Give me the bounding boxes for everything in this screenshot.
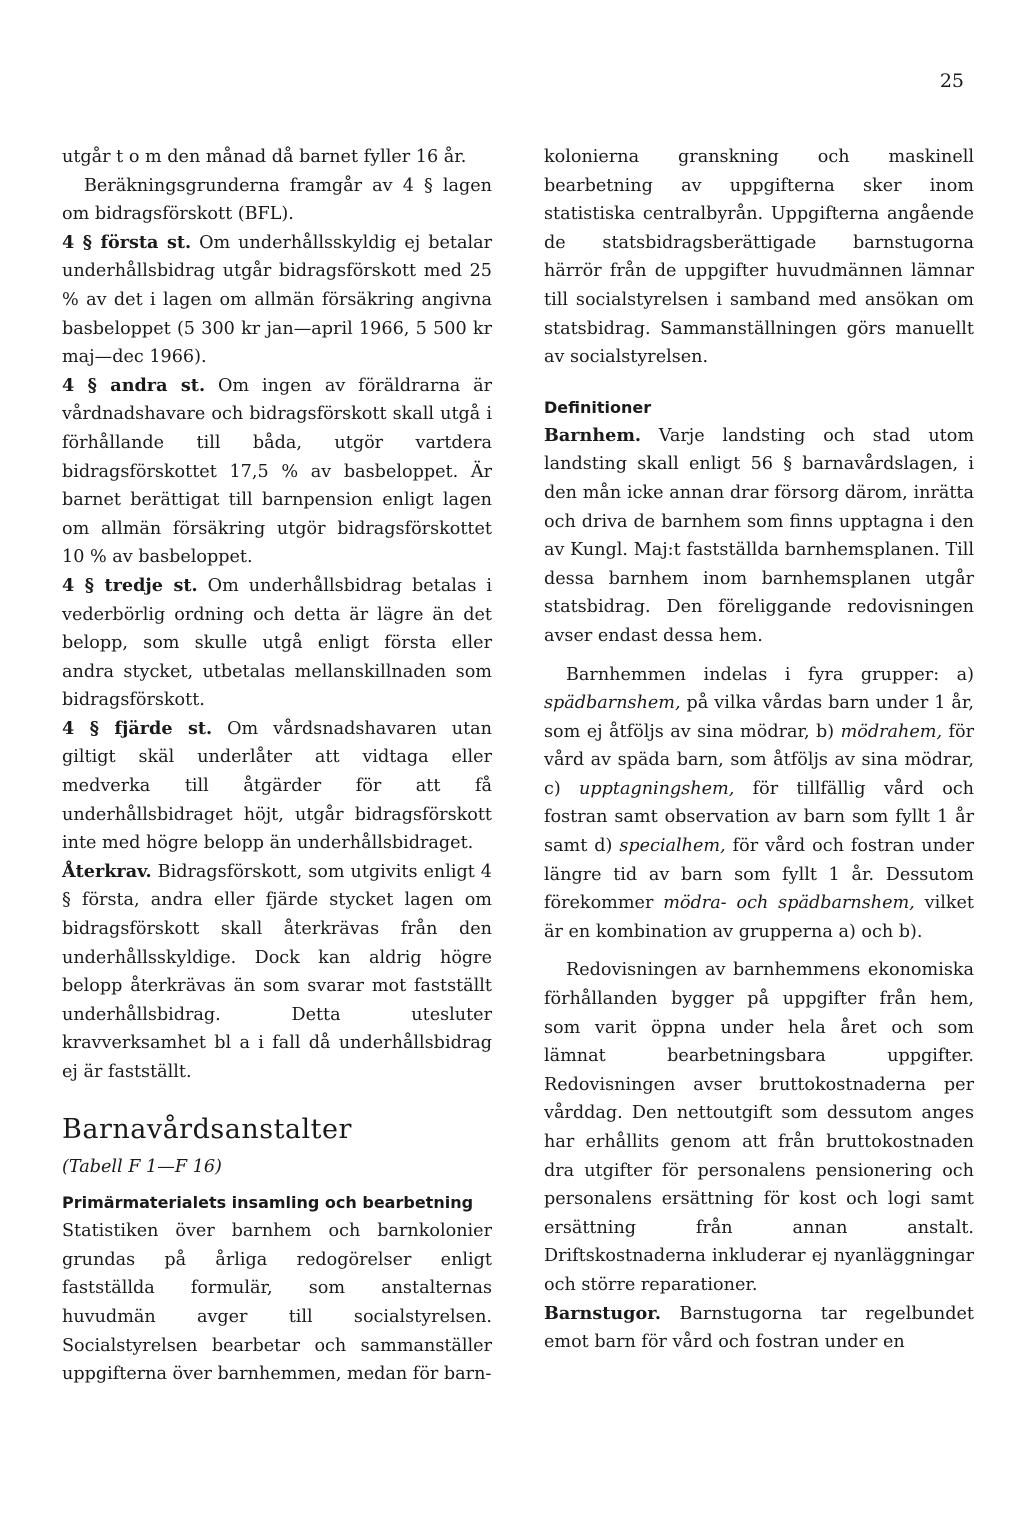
text-run: för vård av späda barn, som åtföljs av sina mödrar, c) [544,721,975,799]
paragraph-4-4 [62,715,492,858]
table-reference: (Tabell F 1—F 16) [62,1156,222,1177]
run-in-heading: 4 § första st. [62,231,192,253]
paragraph-barnstugor [544,1300,974,1357]
term-modra-och-spadbarnshem: mödra- och spädbarnshem, [663,893,915,914]
text-run: Barnhemmen indelas i fyra grupper: a) [566,664,974,685]
section-heading: Barnavårdsanstalter [62,1113,352,1145]
subsection-heading: Primärmaterialets insamling och bearbetning [62,1193,474,1213]
text-run: vilket är en kombination av grupperna a) och b). [544,893,974,942]
run-in-heading: 4 § fjärde st. [62,717,213,739]
term-modrahem: mödrahem, [840,721,943,742]
definitions-heading: Definitioner [544,397,652,417]
paragraph-barnhem [544,422,974,651]
paragraph-4-1 [62,229,492,372]
paragraph-text: Barnstugorna tar regelbundet emot barn för vård och fostran under en [544,1303,974,1353]
page-number: 25 [939,70,964,92]
paragraph-groups [544,661,974,947]
paragraph-statistics: Statistiken över barnhem och barnkolonier grundas på årliga redogörelser enligt fastställda formulär, som anstalternas huvudmän avger till socialstyrelsen. Socialstyrelsen bearbetar och sammanställer uppgifterna över barnhemmen, medan för barn- [62,1221,492,1385]
paragraph-aterkrav [62,858,492,1087]
text-run: på vilka vårdas barn under 1 år, som ej åtföljs av sina mödrar, b) [544,693,974,742]
run-in-heading: 4 § andra st. [62,374,206,396]
left-column [62,143,492,1389]
paragraph-4-2 [62,372,492,572]
text-run: för vård och fostran under längre tid av barn som fyllt 1 år. Dessutom förekommer [544,836,974,914]
run-in-heading: 4 § tredje st. [62,574,198,596]
run-in-heading: Barnhem. [544,424,642,446]
run-in-heading: Återkrav. [62,860,152,882]
run-in-heading: Barnstugor. [544,1302,661,1324]
text-run: för tillfällig vård och fostran samt observation av barn som fyllt 1 år samt d) [544,778,975,857]
paragraph-4-3 [62,572,492,715]
term-upptagningshem: upptagningshem, [579,778,735,799]
paragraph-text: Om vårdsnadshavaren utan giltigt skäl underlåter att vidtaga eller medverka till åtgärder för att få underhållsbidraget höjt, utgår bidragsförskott inte med högre belopp än underhållsbidraget. [62,718,492,854]
paragraph-text: Om ingen av föräldrarna är vårdnadshavare och bidragsförskott skall utgå i förhållande till båda, utgör vartdera bidragsförskottet 17,5 % av basbeloppet. Är barnet berättigat till barnpension enligt lagen om allmän försäkring utgör bidragsförskottet 10 % av basbeloppet. [62,375,493,568]
paragraph-continuation: kolonierna granskning och maskinell bearbetning av uppgifterna sker inom statistiska centralbyrån. Uppgifterna angående de statsbidragsberättigade barnstugorna härrör från de uppgifter huvudmännen lämnar till socialstyrelsen i samband med ansökan om statsbidrag. Sammanställningen görs manuellt av socialstyrelsen. [544,147,974,368]
paragraph-text: Om underhållsbidrag betalas i vederbörlig ordning och detta är lägre än det belopp, som skulle utgå enligt första eller andra stycket, utbetalas mellanskillnaden som bidragsförskott. [62,575,492,711]
right-column [544,143,974,1357]
paragraph-text: Varje landsting och stad utom landsting skall enligt 56 § barnavårdslagen, i den mån icke annan drar försorg därom, inrätta och driva de barnhem som finns upptagna i den av Kungl. Maj:t fastställda barnhemsplanen. Till dessa barnhem inom barnhemsplanen utgår statsbidrag. Den föreliggande redovisningen avser endast dessa hem. [544,425,974,646]
term-spadbarnshem: spädbarnshem, [544,693,681,714]
paragraph-text: Bidragsförskott, som utgivits enligt 4 § första, andra eller fjärde stycket lagen om bidragsförskott skall återkrävas från den underhållsskyldige. Dock kan aldrig högre belopp återkrävas än som svarar mot fastställt underhållsbidrag. Detta utesluter kravverksamhet bl a i fall då underhållsbidrag ej är fastställt. [62,861,492,1082]
paragraph-economics: Redovisningen av barnhemmens ekonomiska förhållanden bygger på uppgifter från hem, som varit öppna under hela året och som lämnat bearbetningsbara uppgifter. Redovisningen avser bruttokostnaderna per vårddag. Den nettoutgift som dessutom anges har erhållits genom att från bruttokostnaden dra utgifter för personalens pensionering och personalens ersättning för kost och logi samt ersättning från annan anstalt. Driftskostnaderna inkluderar ej nyanläggningar och större reparationer. [544,960,974,1295]
paragraph-text: Om underhållsskyldig ej betalar underhållsbidrag utgår bidragsförskott med 25 % av det i lagen om allmän försäkring angivna basbeloppet (5 300 kr jan—april 1966, 5 500 kr maj—dec 1966). [62,232,492,368]
paragraph-calculation-basis: Beräkningsgrunderna framgår av 4 § lagen om bidragsförskott (BFL). [62,175,492,225]
paragraph-continuation: utgår t o m den månad då barnet fyller 16 år. [62,147,467,167]
term-specialhem: specialhem, [619,836,726,857]
